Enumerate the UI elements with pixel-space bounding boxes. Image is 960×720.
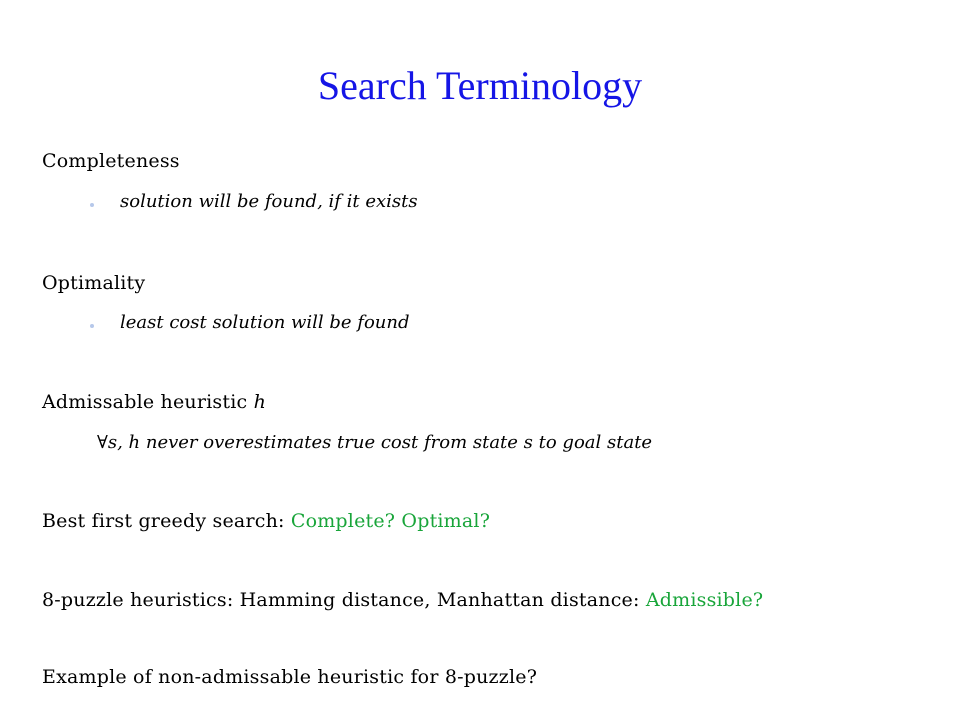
admissable-heading-text: Admissable heuristic [42, 391, 254, 413]
puzzle-heuristics-line [42, 591, 763, 610]
slide-title: Search Terminology [317, 63, 643, 108]
admissable-detail-text: s, h never overestimates true cost from state s to goal state [107, 432, 653, 453]
bullet-icon [90, 324, 94, 328]
completeness-heading: Completeness [42, 150, 180, 172]
optimality-heading: Optimality [42, 272, 146, 294]
puzzle-heuristics-question: Admissible? [645, 589, 764, 611]
admissable-heading [42, 393, 266, 412]
admissable-detail [97, 434, 652, 452]
puzzle-heuristics-text: 8-puzzle heuristics: Hamming distance, Manhattan distance: [42, 589, 646, 611]
best-first-line [42, 512, 490, 531]
heuristic-variable: h [253, 391, 266, 413]
best-first-text: Best first greedy search: [42, 510, 291, 532]
completeness-detail: solution will be found, if it exists [120, 191, 418, 212]
best-first-question: Complete? Optimal? [290, 510, 491, 532]
forall-icon: ∀ [97, 432, 108, 453]
example-line: Example of non-admissable heuristic for 8-puzzle? [42, 666, 538, 688]
bullet-icon [90, 203, 94, 207]
optimality-detail: least cost solution will be found [120, 312, 410, 333]
